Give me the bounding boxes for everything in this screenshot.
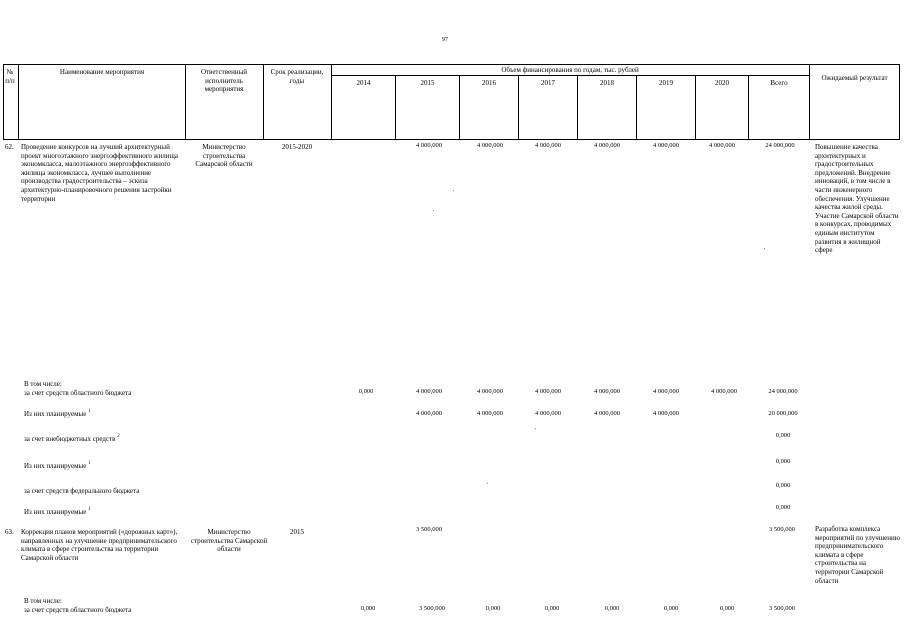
col-border-right	[899, 64, 900, 140]
header-result: Ожидаемый результат	[821, 74, 888, 82]
row-62-2016: 4 000,000	[477, 142, 503, 149]
row-62-planned1-2016: 4 000,000	[477, 410, 503, 417]
row-63-regional-2018: 0,000	[604, 605, 620, 612]
row-63-regional-2020: 0,000	[719, 605, 735, 612]
row-63-term: 2015	[290, 528, 304, 536]
row-62-regional-2017: 4 000,000	[535, 388, 561, 395]
row-63-regional-2015: 3 500,000	[419, 605, 445, 612]
col-border	[809, 64, 810, 140]
header-year-2016: 2016	[482, 79, 496, 87]
row-62-planned1-2015: 4 000,000	[416, 410, 442, 417]
row-62-planned2-label: Из них планируемые $^1$	[24, 461, 91, 470]
header-year-2020: 2020	[715, 79, 729, 87]
row-63-result: Разработка комплекса мероприятий по улучшению предпринимательского климата в сфере строительства на территории Самарской области	[815, 525, 900, 585]
row-62-2015: 4 000,000	[416, 142, 442, 149]
row-62-planned1-2018: 4 000,000	[594, 410, 620, 417]
col-border	[185, 64, 186, 140]
header-total: Всего	[770, 79, 788, 87]
scan-speck	[433, 210, 434, 211]
row-62-num: 62.	[5, 143, 14, 151]
row-63-regional-2019: 0,000	[663, 605, 679, 612]
col-border	[263, 64, 264, 140]
row-62-planned1-2019: 4 000,000	[653, 410, 679, 417]
row-62-regional-2015: 4 000,000	[416, 388, 442, 395]
row-62-extra-total: 0,000	[775, 432, 791, 439]
scan-speck	[487, 483, 488, 484]
header-year-2017: 2017	[541, 79, 555, 87]
scan-speck	[453, 190, 454, 191]
row-63-2015: 3 500,000	[416, 526, 442, 533]
header-year-2018: 2018	[600, 79, 614, 87]
header-num: № п/п	[5, 68, 15, 85]
row-62-regional-2018: 4 000,000	[594, 388, 620, 395]
row-62-planned2-total: 0,000	[775, 458, 791, 465]
row-63-responsible: Министерство строительства Самарской области	[190, 528, 268, 554]
row-62-planned3-total: 0,000	[775, 504, 791, 511]
header-responsible: Ответственный исполнитель мероприятия	[200, 68, 248, 93]
row-63-incl: В том числе:	[24, 597, 62, 605]
row-62-2020: 4 000,000	[709, 142, 735, 149]
row-62-regional-2020: 4 000,000	[711, 388, 737, 395]
row-63-regional-2016: 0,000	[485, 605, 501, 612]
row-62-planned1-2017: 4 000,000	[535, 410, 561, 417]
header-top-line	[3, 64, 900, 65]
row-62-regional-2016: 4 000,000	[477, 388, 503, 395]
row-62-responsible: Министерство строительства Самарской области	[195, 143, 253, 169]
row-62-2017: 4 000,000	[535, 142, 561, 149]
header-year-2019: 2019	[659, 79, 673, 87]
row-62-2019: 4 000,000	[653, 142, 679, 149]
row-62-result: Повышение качества архитектурных и градостроительных предложений. Внедрение инноваций, в том числе в части инженерного обеспечения. Улучшение качества жилой среды. Участие Самарской области в конкурсах, проводимых единым институтом развития в жилищной сфере	[815, 143, 899, 255]
row-62-regional-2014: 0,000	[358, 388, 374, 395]
header-bottom-line	[3, 139, 900, 140]
row-63-regional-label: за счет средств областного бюджета	[24, 606, 132, 614]
row-62-planned1-total: 20 000,000	[768, 410, 798, 417]
row-62-2018: 4 000,000	[594, 142, 620, 149]
row-63-num: 63.	[5, 528, 14, 536]
row-63-name: Коррекция планов мероприятий («дорожных карт»), направленных на улучшение предпринимательского климата в сфере строительства на территории Самарской области	[21, 528, 178, 562]
header-term: Срок реализации, годы	[270, 68, 324, 85]
row-62-federal-label: за счет средств федерального бюджета	[24, 487, 140, 495]
header-funding: Объем финансирования по годам, тыс. рублей	[501, 66, 639, 74]
row-62-federal-total: 0,000	[775, 482, 791, 489]
page-number: 97	[442, 37, 448, 43]
row-62-name: Проведение конкурсов на лучший архитектурный проект многоэтажного энергоэффективного жилища экономкласса, малоэтажного энергоэффективного жилища экономкласса, лучшее выполнение производства градостроительства – эскиза архитектурно-планировочного решения застройки территории	[21, 143, 178, 203]
row-62-regional-total: 24 000,000	[768, 388, 798, 395]
row-62-planned1-label: Из них планируемые $^1$	[24, 409, 91, 418]
col-border	[331, 64, 332, 140]
row-62-planned3-label: Из них планируемые $^1$	[24, 507, 91, 516]
header-year-2014: 2014	[356, 79, 371, 87]
years-subheader-line	[331, 75, 809, 76]
scan-speck	[535, 428, 536, 429]
row-62-extra-label: за счет внебюджетных средств $^2$	[24, 434, 120, 443]
row-63-total: 3 500,000	[769, 526, 795, 533]
row-62-term: 2015-2020	[281, 143, 313, 151]
row-62-total: 24 000,000	[765, 142, 795, 149]
header-name: Наименование мероприятия	[59, 68, 145, 76]
scan-speck	[764, 248, 765, 249]
row-62-regional-label: за счет средств областного бюджета	[24, 389, 132, 397]
row-62-regional-2019: 4 000,000	[653, 388, 679, 395]
row-63-regional-2017: 0,000	[544, 605, 560, 612]
row-63-regional-2014: 0,000	[360, 605, 376, 612]
row-62-incl: В том числе:	[24, 380, 62, 388]
row-63-regional-total: 3 500,000	[769, 605, 795, 612]
header-year-2015: 2015	[420, 79, 435, 87]
